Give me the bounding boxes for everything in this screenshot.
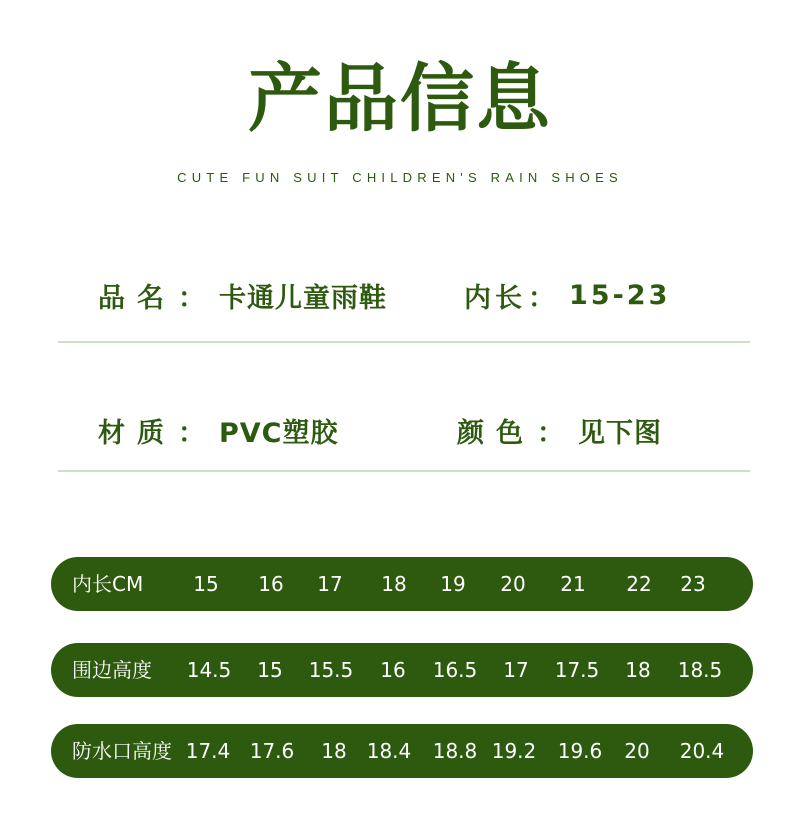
info-item-product-name xyxy=(98,275,387,315)
page-subtitle: CUTE FUN SUIT CHILDREN'S RAIN SHOES xyxy=(177,170,623,185)
spec-cell: 18 xyxy=(381,572,407,596)
spec-cell: 17.4 xyxy=(185,739,231,763)
info-label-material: 材质 xyxy=(98,417,176,449)
info-item-material xyxy=(98,410,339,450)
spec-cell: 18.4 xyxy=(366,739,412,763)
spec-cell: 23 xyxy=(680,572,706,596)
spec-cell: 15.5 xyxy=(308,658,354,682)
spec-cell: 21 xyxy=(560,572,586,596)
spec-cell: 17 xyxy=(317,572,343,596)
spec-cell: 17 xyxy=(503,658,529,682)
info-item-color xyxy=(457,410,662,450)
spec-cell: 19 xyxy=(440,572,466,596)
spec-cell: 18.5 xyxy=(677,658,723,682)
info-value-material: PVC塑胶 xyxy=(219,417,339,449)
spec-cell: 16 xyxy=(258,572,284,596)
info-value-product-name: 卡通儿童雨鞋 xyxy=(219,282,387,314)
spec-row-inner-length xyxy=(51,557,753,611)
info-row-2 xyxy=(0,410,800,450)
spec-cell: 18.8 xyxy=(432,739,478,763)
spec-row-label: 内长CM xyxy=(72,572,144,596)
info-label-inner-length: 内长 xyxy=(464,282,526,314)
divider xyxy=(58,341,750,343)
spec-cell: 19.6 xyxy=(557,739,603,763)
info-label-color: 颜色 xyxy=(457,417,535,449)
spec-row-waterproof-height xyxy=(51,724,753,778)
spec-cell: 20.4 xyxy=(679,739,725,763)
info-value-inner-length: 15-23 xyxy=(569,279,671,311)
spec-cell: 16.5 xyxy=(432,658,478,682)
info-label-product-name: 品名 xyxy=(98,282,176,314)
info-colon: ： xyxy=(528,282,555,314)
spec-cell: 19.2 xyxy=(491,739,537,763)
spec-cell: 15 xyxy=(193,572,219,596)
divider xyxy=(58,470,750,472)
spec-row-label: 防水口高度 xyxy=(72,739,172,763)
spec-row-label: 围边高度 xyxy=(72,658,152,682)
info-value-color: 见下图 xyxy=(578,417,662,449)
info-colon: ： xyxy=(178,417,205,449)
info-row-1 xyxy=(0,275,800,315)
page-title: 产品信息 xyxy=(248,56,552,142)
spec-cell: 20 xyxy=(624,739,650,763)
spec-cell: 18 xyxy=(625,658,651,682)
info-item-inner-length xyxy=(464,275,670,315)
spec-row-edge-height xyxy=(51,643,753,697)
spec-cell: 17.5 xyxy=(554,658,600,682)
spec-cell: 20 xyxy=(500,572,526,596)
spec-cell: 17.6 xyxy=(249,739,295,763)
info-colon: ： xyxy=(537,417,564,449)
spec-cell: 15 xyxy=(257,658,283,682)
spec-cell: 22 xyxy=(626,572,652,596)
spec-cell: 18 xyxy=(321,739,347,763)
spec-cell: 16 xyxy=(380,658,406,682)
info-colon: ： xyxy=(178,282,205,314)
spec-cell: 14.5 xyxy=(186,658,232,682)
